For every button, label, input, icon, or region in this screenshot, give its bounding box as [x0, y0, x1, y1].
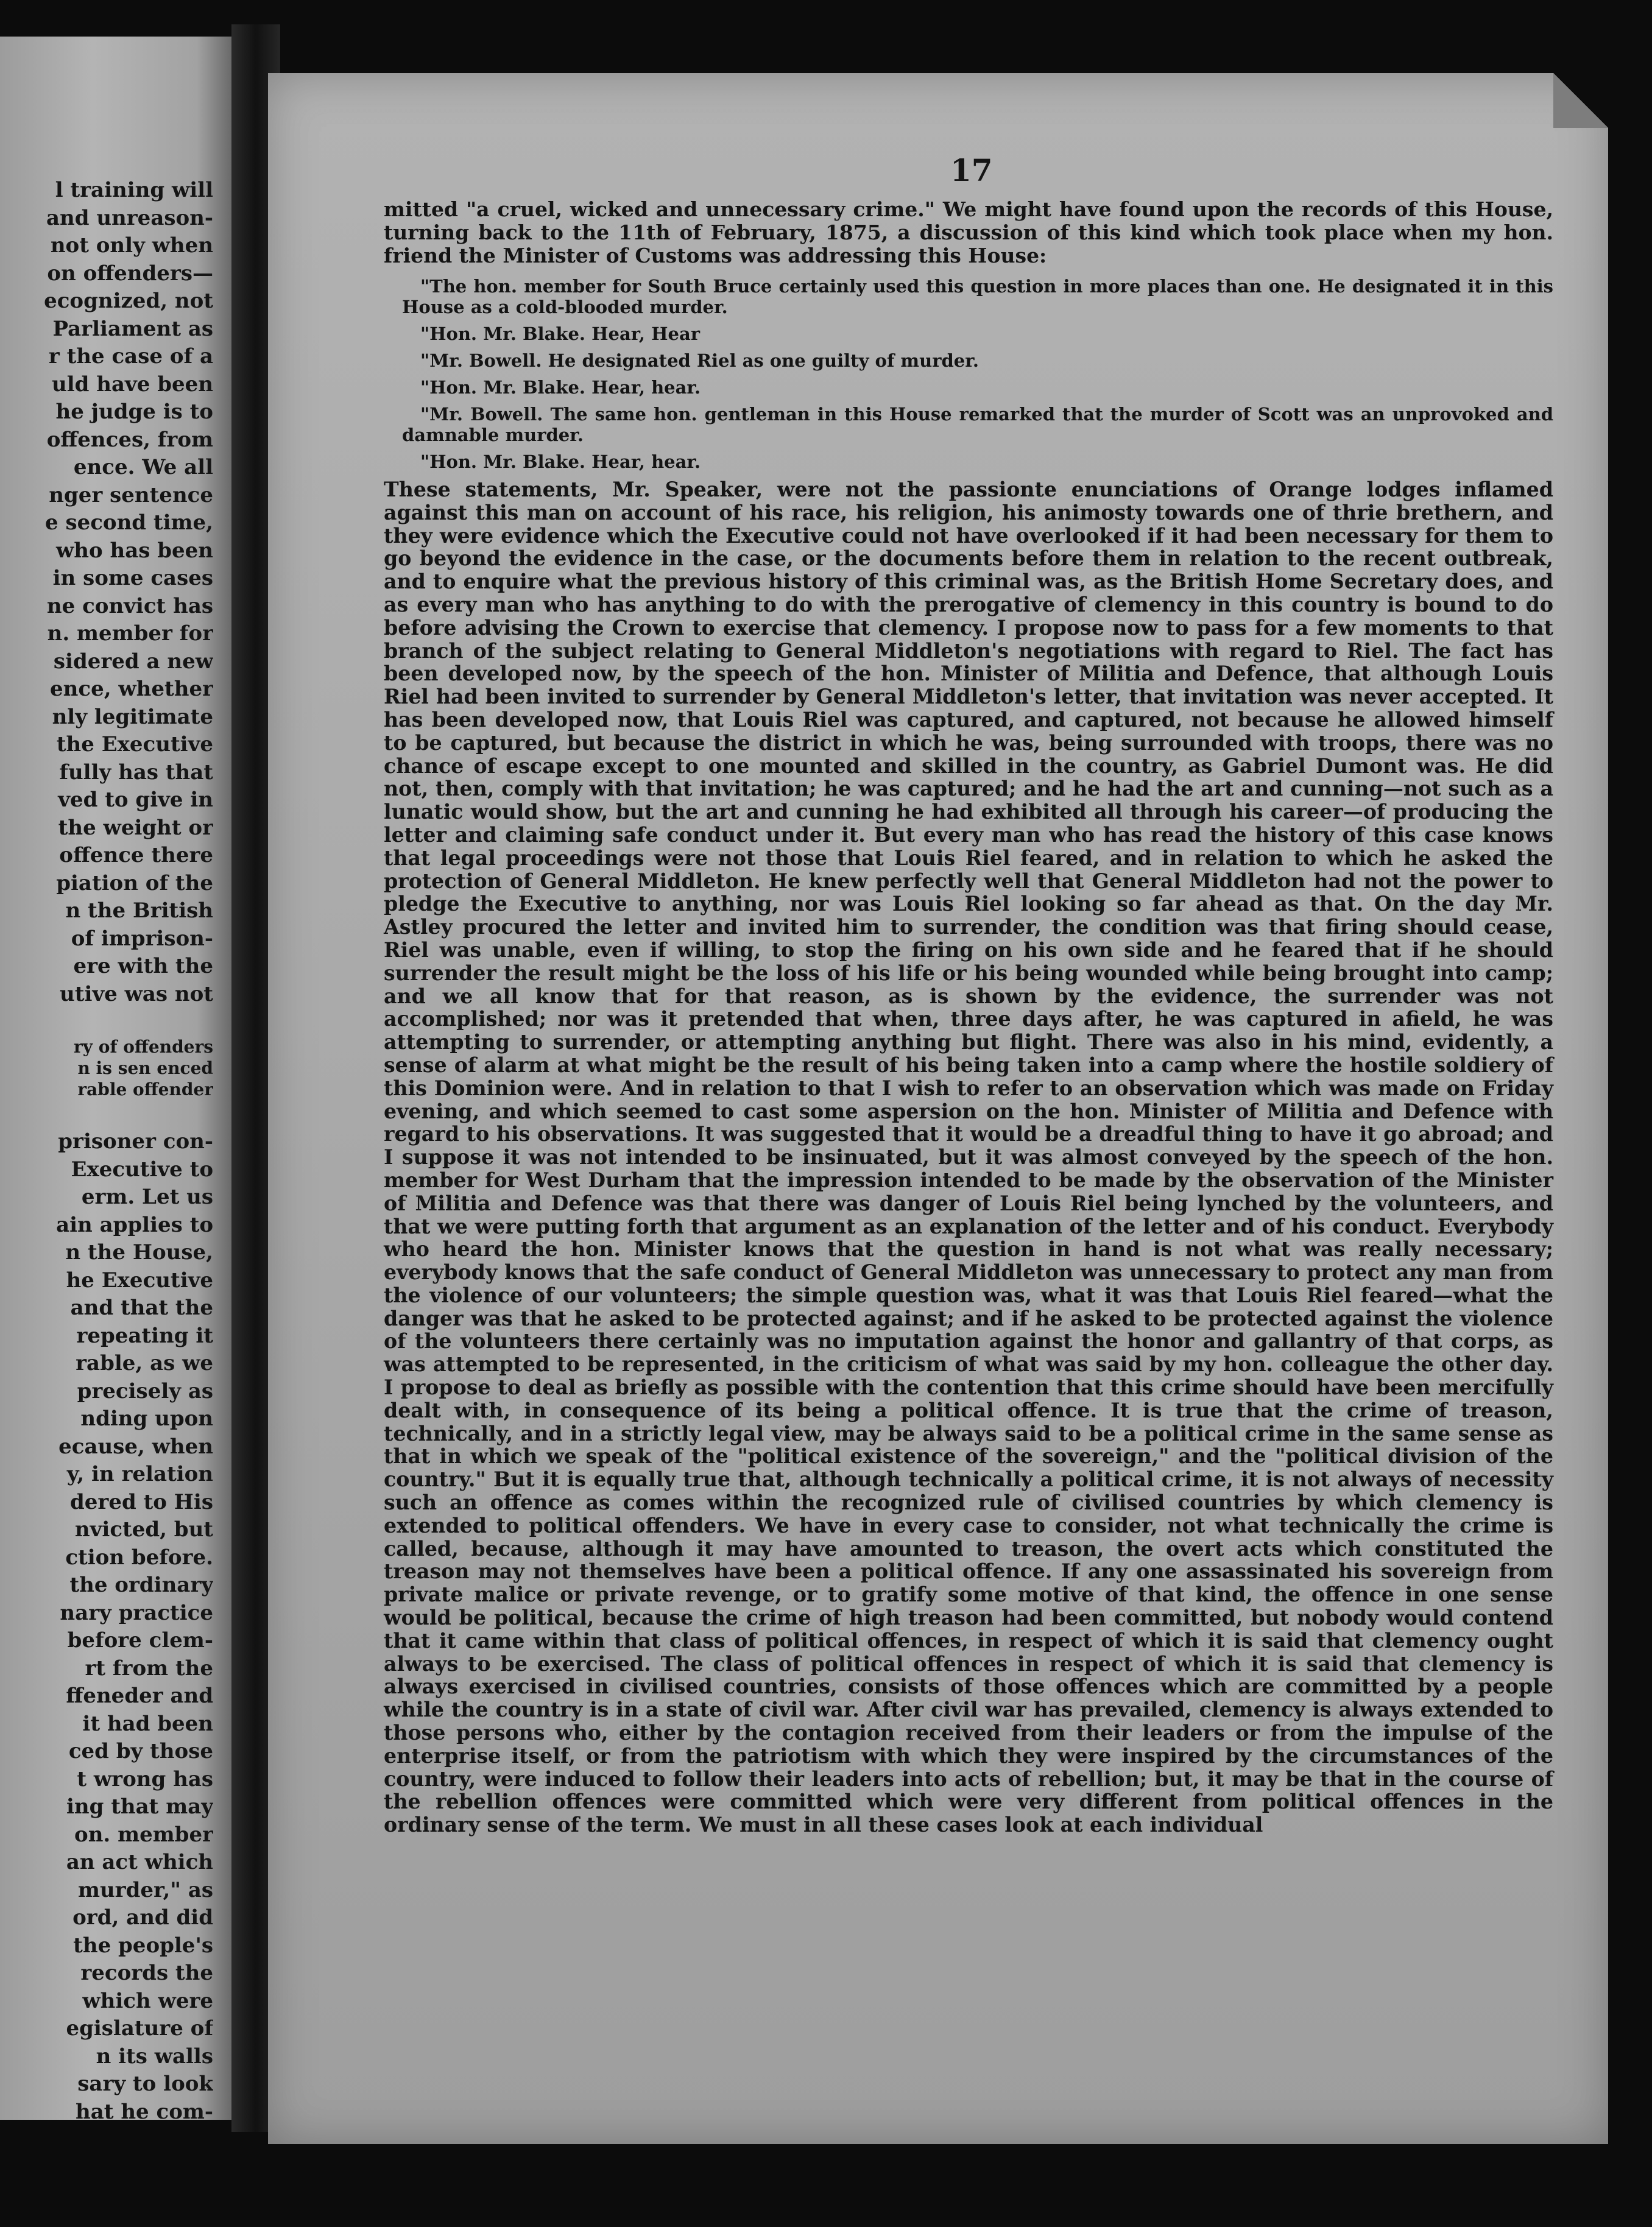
- right-page: [268, 73, 1608, 2144]
- left-line: utive was not: [60, 981, 213, 1006]
- page-corner-fold: [1553, 73, 1608, 128]
- left-line: ffeneder and: [66, 1684, 213, 1708]
- left-line: repeating it: [76, 1323, 213, 1348]
- left-line: not only when: [50, 233, 213, 258]
- left-line: ence. We all: [73, 455, 213, 479]
- page-number: 17: [950, 152, 993, 188]
- main-paragraph: These statements, Mr. Speaker, were not the passionte enunciations of Orange lodges inflamed against this man on account of his race, his religion, his animosty towards one of thrie brethern, and they were evidence which the Executive could not have overlooked if it had been necessary for them to go beyond the evidence in the case, or the documents before them in relation to the recent outbreak, and to enquire what the previous history of this criminal was, as the British Home Secretary does, and as every man who has anything to do with the prerogative of clemency in this country is bound to do before advising the Crown to exercise that clemency. I propose now to pass for a few moments to that branch of the subject relating to General Middleton's negotiations with regard to Riel. The fact has been developed now, by the speech of the hon. Minister of Militia and Defence, that although Louis Riel had been invited to surrender by General Middleton's letter, that invitation was never accepted. It has been developed now, that Louis Riel was captured, and captured, not because he allowed himself to be captured, but because the district in which he was, being surrounded with troops, there was no chance of escape except to one mounted and skilled in the country, as Gabriel Dumont was. He did not, then, comply with that invitation; he was captured; and he had the art and cunning—not such as a lunatic would show, but the art and cunning he had exhibited all through his career—of producing the letter and claiming safe conduct under it. But every man who has read the history of this case knows that legal proceedings were not those that Louis Riel feared, and in relation to which he asked the protection of General Middleton. He knew perfectly well that General Middleton had not the power to pledge the Executive to anything, nor was Louis Riel looking so far ahead as that. On the day Mr. Astley procured the letter and invited him to surrender, the condition was that firing should cease, Riel was unable, even if willing, to stop the firing on his own side and he feared that if he should surrender the result might be the loss of his life or his being wounded while being brought into camp; and we all know that for that reason, as is shown by the evidence, the surrender was not accomplished; nor was it pretended that when, three days after, he was captured in afield, he was attempting to surrender, or attempting anything but flight. There was also in his mind, evidently, a sense of alarm at what might be the result of his being taken into a camp where the hostile soldiery of this Dominion were. And in relation to that I wish to refer to an observation which was made on Friday evening, and which seemed to cast some aspersion on the hon. Minister of Militia and Defence with regard to his observations. It was suggested that it would be a dreadful thing to have it go abroad; and I suppose it was not intended to be insinuated, but it was almost conveyed by the speech of the hon. member for West Durham that the impression intended to be made by the observation of the Minister of Militia and Defence was that there was danger of Louis Riel being lynched by the volunteers, and that we were putting forth that argument as an explanation of the letter and of his conduct. Everybody who heard the hon. Minister knows that the question in hand is not what was really necessary; everybody knows that the safe conduct of General Middleton was unnecessary to protect any man from the violence of our volunteers; the simple question was, what it was that Louis Riel feared—what the danger was that he asked to be protected against; and if he asked to be protected against the violence of the volunteers there certainly was no imputation against the honor and gallantry of that corps, as was attempted to be represented, in the criticism of what was said by my hon. colleague the other day. I propose to deal as briefly as possible with the contention that this crime should have been mercifully dealt with, in consequence of its being a political offence. It is true that the crime of treason, technically, and in a strictly legal view, may be always said to be a political crime in the same sense as that in which we speak of the "political existence of the sovereign," and the "political division of the country." But it is equally true that, although technically a political crime, it is not always of necessity such an offence as comes within the recognized rule of civilised countries by which clemency is extended to political offenders. We have in every case to consider, not what technically the crime is called, because, although it may have amounted to treason, the overt acts which constituted the treason may not themselves have been a political offence. If any one assassinated his sovereign from private malice or private revenge, or to gratify some motive of that kind, the offence in one sense would be political, because the crime of high treason had been committed, but nobody would contend that it came within that class of political offences, in respect of which it is said that clemency ought always to be exercised. The class of political offences in respect of which it is said that clemency is always exercised in civilised countries, consists of those offences which are committed by a people while the country is in a state of civil war. After civil war has prevailed, clemency is always extended to those persons who, either by the contagion received from their leaders or from the impulse of the enterprise itself, or from the patriotism with which they were inspired by the circumstances of the country, were induced to follow their leaders into acts of rebellion; but, it may be that in the course of the rebellion offences were committed which were very different from political offences in the ordinary sense of the term. We must in all these cases look at each individual: [384, 478, 1553, 1837]
- left-line: who has been: [56, 538, 213, 563]
- left-line: it had been: [82, 1711, 213, 1736]
- left-line: nding upon: [80, 1406, 213, 1431]
- left-line: the people's: [73, 1933, 213, 1958]
- left-line: before clem-: [67, 1628, 213, 1653]
- left-line: hat he com-: [76, 2099, 213, 2120]
- quote-line: "Mr. Bowell. He designated Riel as one guilty of murder.: [420, 350, 979, 371]
- page-body: [384, 198, 1553, 1837]
- left-line: which were: [82, 1988, 213, 2013]
- left-line: r the case of a: [48, 344, 213, 369]
- left-line: ved to give in: [58, 788, 213, 812]
- opening-paragraph: mitted "a cruel, wicked and unnecessary crime." We might have found upon the records of this House, turning back to the 11th of February, 1875, a discussion of this kind which took place when my hon. friend the Minister of Customs was addressing this House:: [384, 197, 1553, 267]
- left-line: n the House,: [65, 1240, 213, 1265]
- left-line: ne convict has: [46, 593, 213, 618]
- quote-line: "Mr. Bowell. The same hon. gentleman in this House remarked that the murder of Scott was an unprovoked and damnable murder.: [402, 404, 1553, 445]
- left-line: on offenders—: [47, 261, 213, 286]
- left-line: offence there: [59, 843, 213, 867]
- left-line: ced by those: [68, 1739, 213, 1763]
- left-line: prisoner con-: [58, 1129, 213, 1154]
- left-line: nly legitimate: [52, 704, 213, 729]
- left-line: an act which: [66, 1850, 213, 1874]
- left-line: ecognized, not: [44, 289, 213, 313]
- left-line: uld have been: [52, 372, 213, 397]
- left-line: the Executive: [56, 732, 213, 757]
- left-line: ence, whether: [50, 677, 213, 701]
- left-line: l training will: [55, 178, 213, 202]
- left-footnote-line: rable offender: [77, 1079, 213, 1099]
- left-line: offences, from: [46, 427, 213, 452]
- left-line: n its walls: [96, 2044, 213, 2069]
- left-line: nger sentence: [49, 482, 213, 507]
- left-line: n. member for: [47, 621, 213, 646]
- quote-line: "Hon. Mr. Blake. Hear, Hear: [420, 323, 701, 344]
- left-line: murder," as: [77, 1877, 213, 1902]
- left-line: nary practice: [60, 1600, 213, 1625]
- left-line: e second time,: [44, 510, 213, 535]
- left-line: ing that may: [66, 1795, 213, 1819]
- left-line: the ordinary: [69, 1573, 213, 1597]
- quote-line: "Hon. Mr. Blake. Hear, hear.: [420, 377, 701, 398]
- left-line: nvicted, but: [74, 1517, 213, 1542]
- left-line: and that the: [70, 1296, 213, 1320]
- left-line: ecause, when: [58, 1434, 213, 1459]
- left-line: ction before.: [65, 1545, 213, 1570]
- left-line: erm. Let us: [81, 1185, 213, 1209]
- quote-line: "Hon. Mr. Blake. Hear, hear.: [420, 451, 701, 472]
- left-footnote-line: ry of offenders: [74, 1037, 213, 1057]
- left-line: Parliament as: [52, 316, 213, 341]
- left-page: [0, 37, 231, 2120]
- left-line: of imprison-: [71, 926, 213, 951]
- left-line: and unreason-: [46, 205, 213, 230]
- left-line: in some cases: [52, 566, 213, 590]
- left-line: he judge is to: [55, 400, 213, 424]
- left-line: on. member: [74, 1822, 213, 1847]
- left-line: rt from the: [85, 1656, 213, 1681]
- left-line: the weight or: [58, 815, 213, 840]
- left-line: ere with the: [73, 954, 213, 978]
- left-line: precisely as: [77, 1378, 213, 1403]
- quoted-debate: [384, 276, 1553, 472]
- left-line: ain applies to: [56, 1212, 213, 1237]
- left-line: y, in relation: [66, 1462, 213, 1486]
- quote-line: "The hon. member for South Bruce certainly used this question in more places than one. He designated it in this House as a cold-blooded murder.: [402, 276, 1553, 317]
- left-line: sidered a new: [53, 649, 213, 674]
- left-line: t wrong has: [77, 1766, 213, 1791]
- left-line: egislature of: [66, 2016, 213, 2041]
- left-line: Executive to: [71, 1157, 213, 1182]
- left-line: rable, as we: [76, 1351, 213, 1375]
- left-line: piation of the: [56, 870, 213, 895]
- left-line: fully has that: [59, 760, 213, 785]
- left-line: he Executive: [66, 1268, 213, 1293]
- left-footnote-line: n is sen enced: [77, 1058, 213, 1078]
- left-line: sary to look: [77, 2072, 213, 2096]
- left-line: n the British: [65, 898, 213, 923]
- left-line: dered to His: [70, 1489, 213, 1514]
- left-page-text: [0, 177, 213, 2120]
- left-line: ord, and did: [72, 1905, 213, 1930]
- left-line: records the: [80, 1961, 213, 1985]
